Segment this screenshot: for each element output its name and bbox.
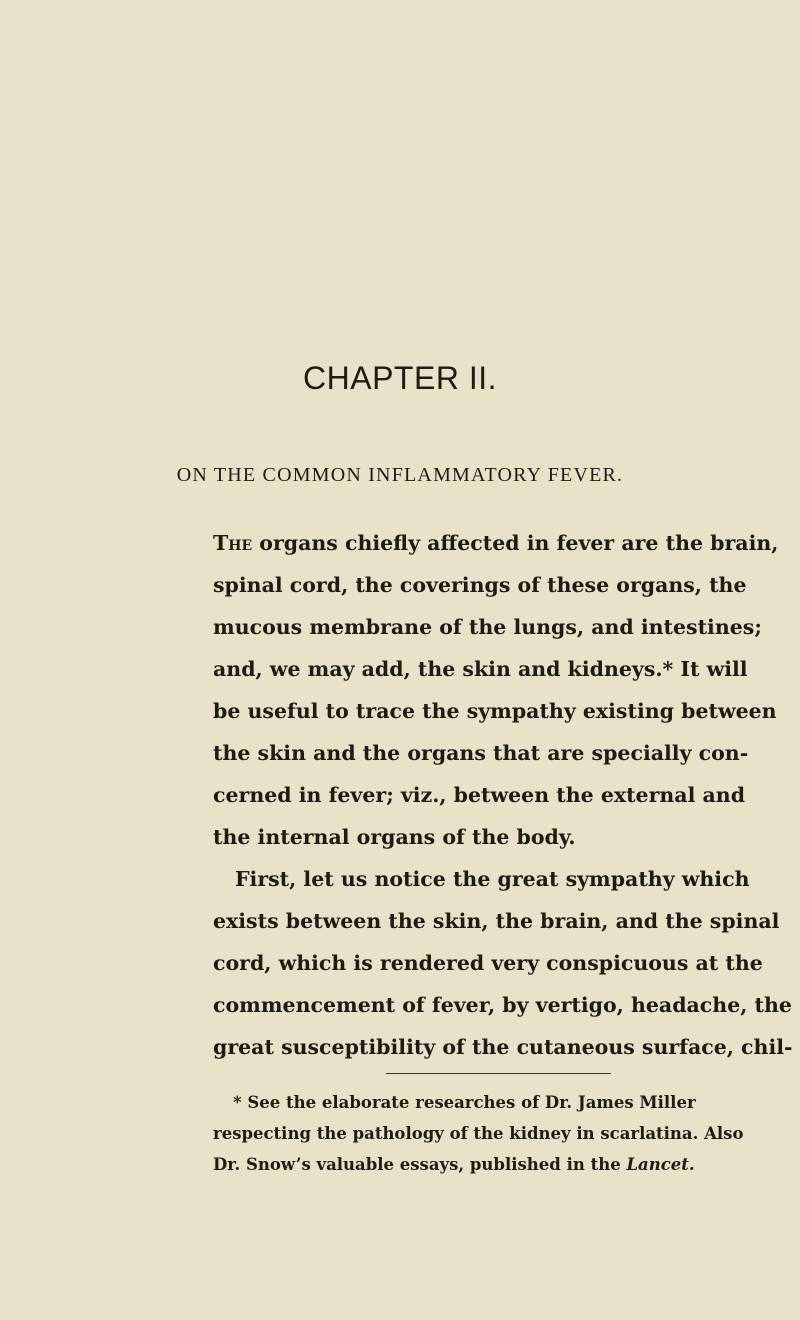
- text-line: spinal cord, the coverings of these organs, the: [213, 573, 747, 597]
- text-line: be useful to trace the sympathy existing between: [213, 699, 777, 723]
- journal-title: Lancet.: [626, 1155, 695, 1174]
- footnote-line: respecting the pathology of the kidney in scarlatina. Also: [213, 1124, 744, 1143]
- drop-word: The: [213, 531, 253, 555]
- chapter-subtitle: ON THE COMMON INFLAMMATORY FEVER.: [176, 464, 624, 486]
- body-paragraph-2: [213, 858, 793, 1068]
- footnote-divider: [386, 1073, 611, 1074]
- text-line: great susceptibility of the cutaneous surface, chil-: [213, 1035, 793, 1059]
- body-paragraph-1: [213, 522, 779, 858]
- text-line: cerned in fever; viz., between the external and: [213, 783, 746, 807]
- footnote-line: * See the elaborate researches of Dr. James Miller: [233, 1093, 696, 1112]
- text-line: First, let us notice the great sympathy which: [235, 867, 750, 891]
- text-line: cord, which is rendered very conspicuous at the: [213, 951, 763, 975]
- text-line: and, we may add, the skin and kidneys.* It will: [213, 657, 748, 681]
- text-line: commencement of fever, by vertigo, headache, the: [213, 993, 792, 1017]
- footnote-line: Dr. Snow’s valuable essays, published in the Lancet.: [213, 1155, 695, 1174]
- text-line: The organs chiefly affected in fever are the brain,: [213, 531, 779, 555]
- chapter-heading: CHAPTER II.: [303, 360, 497, 396]
- text-line: the skin and the organs that are specially con-: [213, 741, 749, 765]
- text-line: mucous membrane of the lungs, and intestines;: [213, 615, 762, 639]
- text-line: the internal organs of the body.: [213, 825, 576, 849]
- text-line: exists between the skin, the brain, and the spinal: [213, 909, 780, 933]
- footnote: [213, 1087, 744, 1180]
